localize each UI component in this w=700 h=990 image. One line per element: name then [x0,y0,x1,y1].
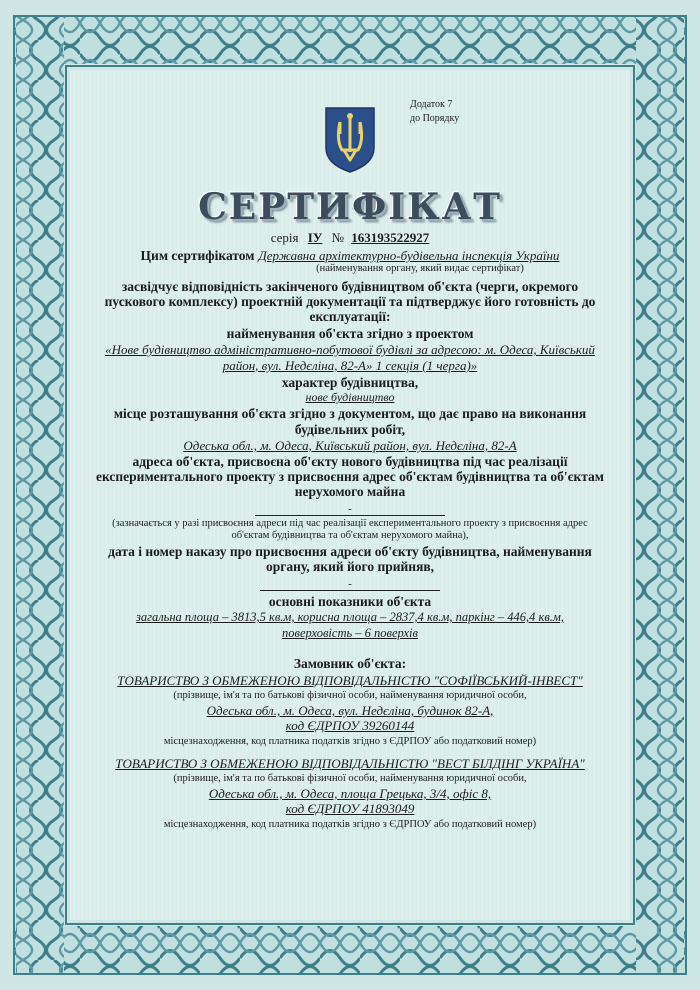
certificate-content [70,70,630,920]
address-heading: адреса об'єкта, присвоєна об'єкту нового будівництва під час реалізації [132,454,568,469]
location-heading: місце розташування об'єкта згідно з документом, що дає право на виконання [113,406,587,421]
certificate-number: 163193522927 [351,230,430,245]
order-heading: органу, який його прийняв, [265,559,435,574]
customer-heading: Замовник об'єкта: [293,656,407,671]
object-name-value: район, вул. Недєліна, 82-А» 1 секція (1 черга)» [222,358,478,373]
object-name-heading: найменування об'єкта згідно з проектом [226,326,474,341]
customer-address: Одеська обл., м. Одеса, площа Грецька, 3/4, офіс 8, [208,786,492,801]
address-value-line [70,500,630,518]
customer-code: код ЄДРПОУ 41893049 [285,801,415,816]
annex-reference [410,98,530,126]
customer-caption: (прізвище, ім'я та по батькові фізичної особи, найменування юридичної особи, [173,690,527,701]
number-sign: № [331,230,345,245]
series-code: ІУ [307,230,323,245]
trident-icon [322,104,378,174]
order-heading: дата і номер наказу про присвоєння адреси об'єкту будівництва, найменування [108,544,592,559]
construction-value: нове будівництво [305,390,395,404]
annex-line: до Порядку [410,113,460,124]
certificate-title: СЕРТИФІКАТ [198,186,502,228]
customer-address: Одеська обл., м. Одеса, вул. Недєліна, будинок 82-А, [206,703,494,718]
address-note: (зазначається у разі присвоєння адреси під час реалізації експериментального проекту з присвоєння адрес [112,518,588,529]
series-label: серія [270,230,299,245]
customer-name: ТОВАРИСТВО З ОБМЕЖЕНОЮ ВІДПОВІДАЛЬНІСТЮ "ВЕСТ БІЛДІНГ УКРАЇНА" [115,756,585,771]
construction-heading: характер будівництва, [281,375,419,390]
location-value: Одеська обл., м. Одеса, Київський район, вул. Недєліна, 82-А [183,438,517,453]
indicators-value: загальна площа – 3813,5 кв.м, корисна площа – 2837,4 кв.м, паркінг – 446,4 кв.м, [135,610,565,624]
location-heading: будівельних робіт, [294,422,406,437]
issuer-caption: (найменування органу, який видає сертифікат) [316,263,524,274]
customer-name: ТОВАРИСТВО З ОБМЕЖЕНОЮ ВІДПОВІДАЛЬНІСТЮ "СОФІЇВСЬКИЙ-ІНВЕСТ" [117,673,583,688]
indicators-heading: основні показники об'єкта [268,594,432,609]
address-value: - [255,503,445,516]
statement-line: пускового комплексу) проектній документації та підтверджує його готовність до [104,294,596,309]
order-value: - [260,578,440,591]
order-value-line [70,575,630,593]
statement-line: засвідчує відповідність закінченого будівництвом об'єкта (черги, окремого [121,279,579,294]
issuer-lead: Цим сертифікатом [140,248,255,263]
address-heading: експериментального проекту з присвоєння адрес об'єктам будівництва та об'єктам [95,469,605,484]
annex-line: Додаток 7 [410,99,453,110]
customer-code: код ЄДРПОУ 39260144 [285,718,415,733]
object-name-value: «Нове будівництво адміністративно-побутової будівлі за адресою: м. Одеса, Київський [105,342,595,357]
customer-footer: місцезнаходження, код платника податків згідно з ЄДРПОУ або податковий номер) [163,819,537,830]
series-line [70,230,630,246]
customer-caption: (прізвище, ім'я та по батькові фізичної особи, найменування юридичної особи, [173,773,527,784]
issuer-name: Державна архітектурно-будівельна інспекція України [258,248,560,263]
statement-line: експлуатації: [309,309,391,324]
address-note: об'єктам будівництва та об'єктам нерухомого майна), [231,530,469,541]
customer-footer: місцезнаходження, код платника податків згідно з ЄДРПОУ або податковий номер) [163,736,537,747]
address-heading: нерухомого майна [294,484,406,499]
indicators-value: поверховість – 6 поверхів [282,626,418,640]
